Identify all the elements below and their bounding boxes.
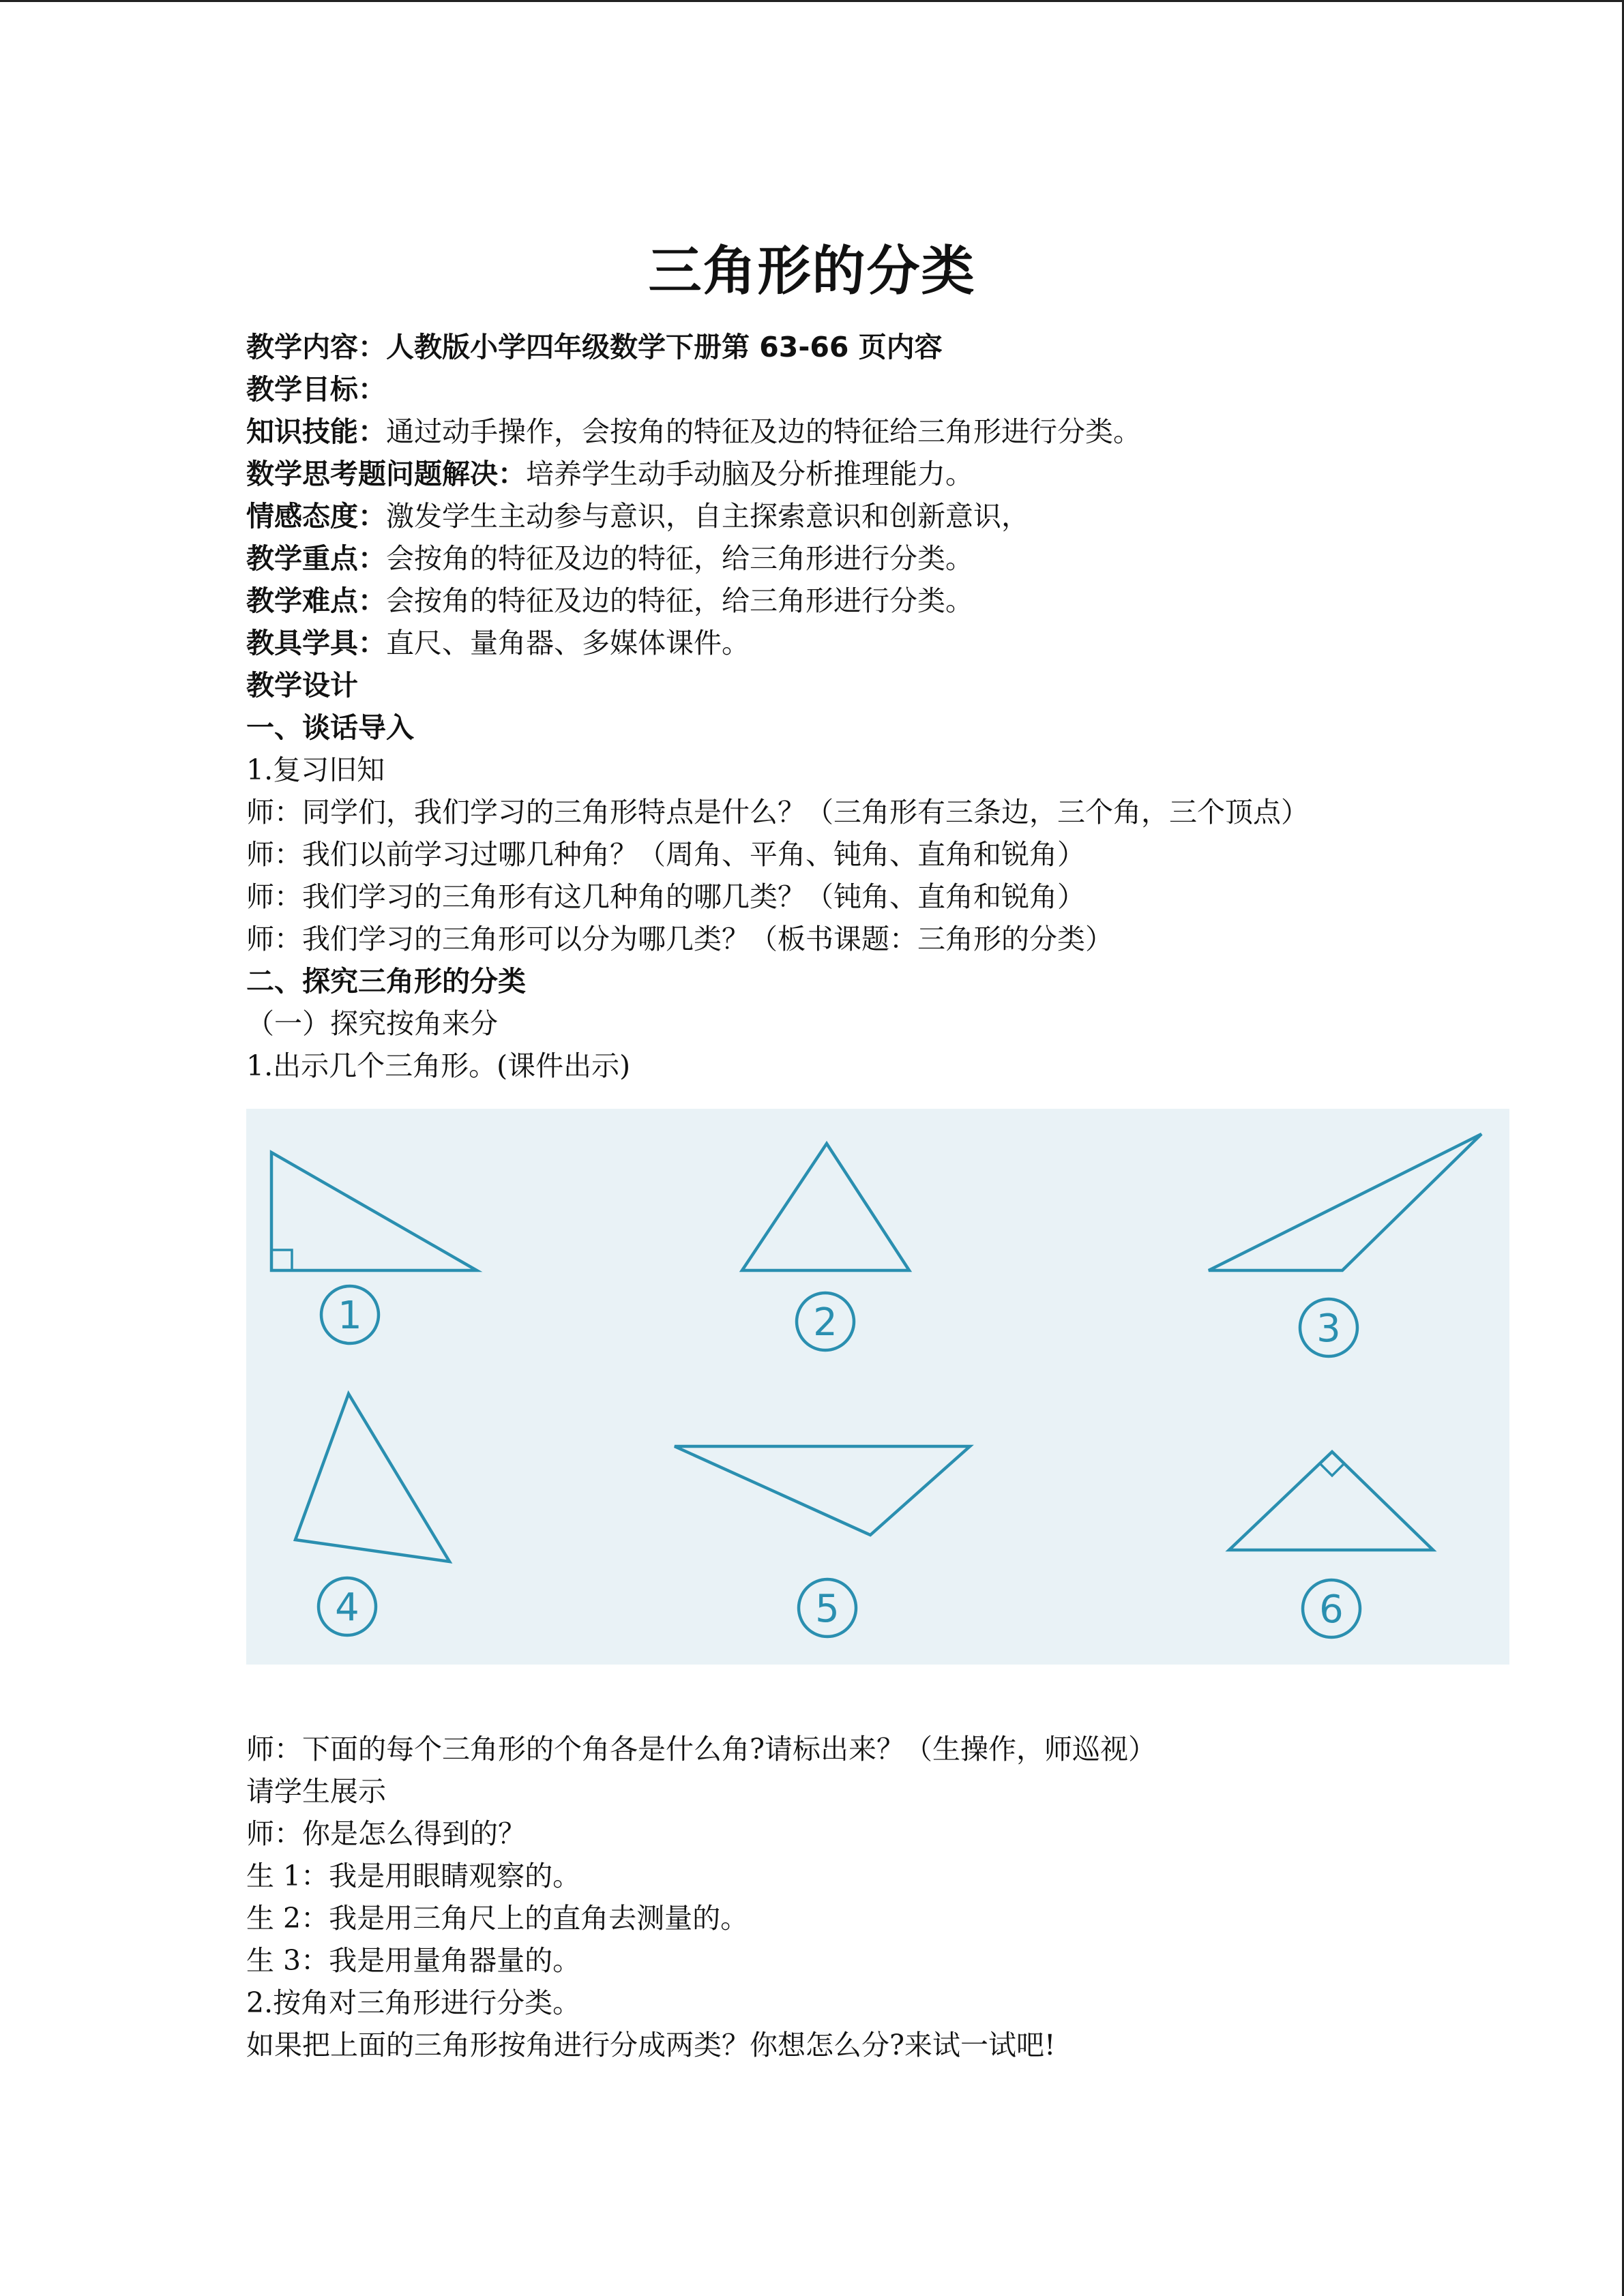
triangle-3 — [1209, 1134, 1481, 1270]
label-5: 5 — [815, 1587, 840, 1631]
right-angle-mark-6 — [1320, 1463, 1344, 1476]
info-line: 教学目标： — [246, 373, 386, 406]
body-line: 如果把上面的三角形按角进行分成两类？你想怎么分?来试一试吧! — [246, 2029, 1056, 2061]
section-heading: 一、谈话导入 — [246, 711, 414, 744]
info-line: 情感态度：激发学生主动参与意识，自主探索意识和创新意识， — [246, 500, 1029, 533]
body-line: 师：我们学习的三角形可以分为哪几类？（板书课题：三角形的分类） — [246, 923, 1113, 955]
body-line: 生 3：我是用量角器量的。 — [246, 1944, 581, 1977]
triangles-svg — [246, 1109, 1509, 1665]
info-line: 教具学具：直尺、量角器、多媒体课件。 — [246, 627, 750, 659]
lesson-info — [246, 326, 1508, 1087]
lesson-body — [246, 1728, 1508, 2066]
body-line: 师：下面的每个三角形的个角各是什么角?请标出来？（生操作，师巡视） — [246, 1733, 1156, 1765]
label-3: 3 — [1316, 1307, 1341, 1351]
body-line: 生 1：我是用眼睛观察的。 — [246, 1860, 581, 1892]
right-angle-mark-1 — [271, 1250, 292, 1270]
triangle-5 — [675, 1446, 970, 1535]
body-line: 师：我们学习的三角形有这几种角的哪几类？（钝角、直角和锐角） — [246, 880, 1085, 913]
section-heading: 二、探究三角形的分类 — [246, 965, 526, 998]
section-heading: 教学设计 — [246, 669, 358, 702]
body-line: 请学生展示 — [246, 1775, 386, 1808]
info-line: 教学难点：会按角的特征及边的特征，给三角形进行分类。 — [246, 584, 973, 617]
body-line: 1.出示几个三角形。(课件出示) — [246, 1049, 631, 1082]
triangle-4 — [295, 1394, 449, 1562]
triangle-6 — [1229, 1452, 1433, 1550]
info-line: 教学内容：人教版小学四年级数学下册第 63-66 页内容 — [246, 331, 943, 363]
page-title: 三角形的分类 — [648, 241, 976, 302]
body-line: 生 2：我是用三角尺上的直角去测量的。 — [246, 1902, 749, 1935]
body-line: 1.复习旧知 — [246, 754, 385, 786]
triangle-2 — [742, 1144, 909, 1270]
page-border-top — [0, 0, 1624, 2]
info-line: 教学重点：会按角的特征及边的特征，给三角形进行分类。 — [246, 542, 973, 575]
label-1: 1 — [338, 1294, 362, 1338]
body-line: 师：我们以前学习过哪几种角？（周角、平角、钝角、直角和锐角） — [246, 838, 1085, 871]
label-2: 2 — [813, 1300, 838, 1345]
label-6: 6 — [1319, 1587, 1344, 1632]
info-line: 数学思考题问题解决：培养学生动手动脑及分析推理能力。 — [246, 458, 973, 490]
body-line: （一）探究按角来分 — [246, 1007, 498, 1040]
triangles-figure — [246, 1109, 1509, 1665]
triangle-1 — [271, 1152, 477, 1270]
label-4: 4 — [335, 1585, 359, 1630]
body-line: 师：同学们，我们学习的三角形特点是什么？（三角形有三条边，三个角，三个顶点） — [246, 796, 1309, 829]
body-line: 2.按角对三角形进行分类。 — [246, 1986, 581, 2019]
body-line: 师：你是怎么得到的？ — [246, 1817, 526, 1850]
info-line: 知识技能：通过动手操作，会按角的特征及边的特征给三角形进行分类。 — [246, 415, 1141, 448]
